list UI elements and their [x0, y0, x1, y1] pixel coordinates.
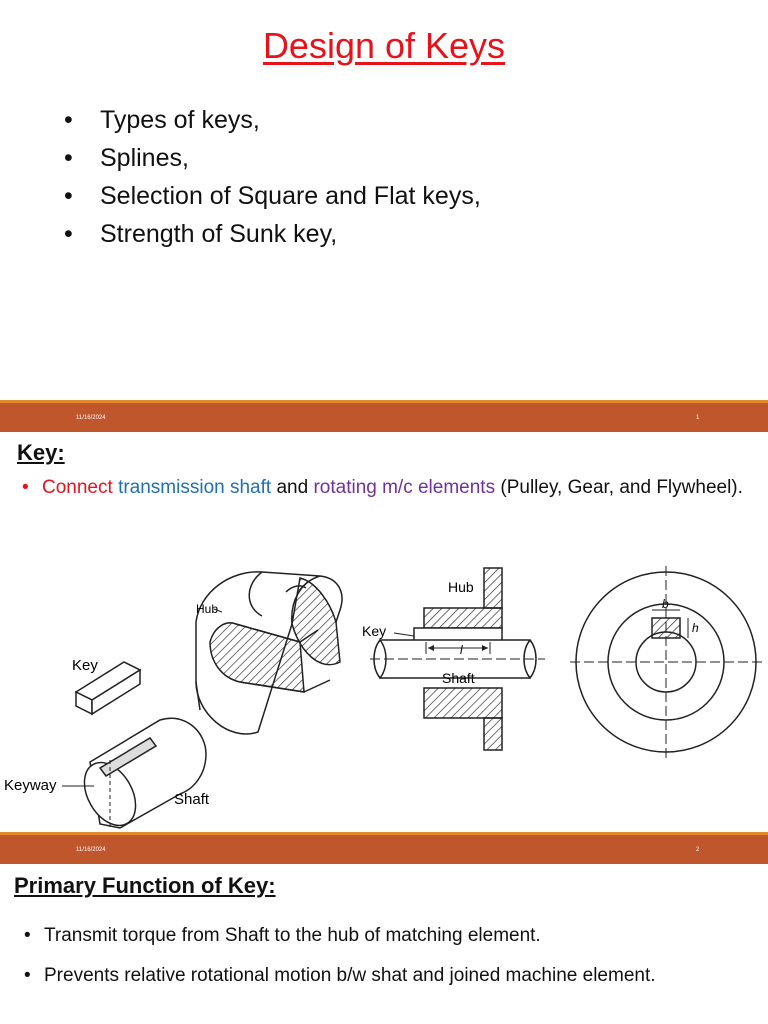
length-label: l	[460, 643, 463, 657]
footer-date: 11/16/2024	[76, 415, 106, 421]
isometric-hub	[196, 572, 342, 734]
topic-item: • Types of keys,	[62, 101, 481, 139]
and-word: and	[271, 477, 314, 498]
connect-word: Connect	[42, 477, 113, 498]
section-heading: Key:	[17, 440, 65, 465]
shaft-label-section: Shaft	[442, 670, 475, 686]
height-h-label: h	[692, 621, 699, 635]
keyway-label: Keyway	[4, 777, 57, 794]
width-b-label: b	[662, 597, 669, 611]
isometric-shaft	[74, 718, 206, 832]
section-view	[370, 568, 545, 750]
key-definition	[22, 472, 762, 503]
examples-text: (Pulley, Gear, and Flywheel).	[495, 477, 743, 498]
hub-label: Hub	[196, 602, 219, 616]
rotating-elements-text: rotating m/c elements	[313, 477, 496, 498]
function-bullet: • Transmit torque from Shaft to the hub of matching element.	[24, 925, 541, 946]
shaft-label: Shaft	[174, 791, 210, 808]
transmission-shaft-text: transmission shaft	[118, 477, 272, 498]
topic-item: • Splines,	[62, 139, 481, 177]
footer-page-number: 2	[696, 847, 700, 853]
section-heading: Primary Function of Key:	[14, 873, 276, 898]
key-label-section: Key	[362, 623, 387, 639]
function-bullet: • Prevents relative rotational motion b/w shat and joined machine element.	[24, 965, 656, 986]
slide-title: Design of Keys	[262, 25, 506, 66]
slide-2	[0, 432, 768, 832]
hub-label-section: Hub	[448, 579, 474, 595]
footer-page-number: 1	[696, 415, 700, 421]
front-view	[570, 566, 762, 758]
bullet-dot: •	[22, 477, 29, 498]
slide-3	[0, 864, 768, 1024]
topic-item: • Strength of Sunk key,	[62, 215, 481, 253]
key-cross-section-figure	[0, 984, 768, 1024]
footer-date: 11/16/2024	[76, 847, 106, 853]
slide-footer-2	[0, 832, 768, 864]
key-assembly-figure	[0, 532, 768, 832]
key-label: Key	[72, 657, 98, 674]
topic-list	[62, 101, 481, 253]
slide-footer-1	[0, 400, 768, 432]
topic-item: • Selection of Square and Flat keys,	[62, 177, 481, 215]
slide-1	[0, 0, 768, 400]
